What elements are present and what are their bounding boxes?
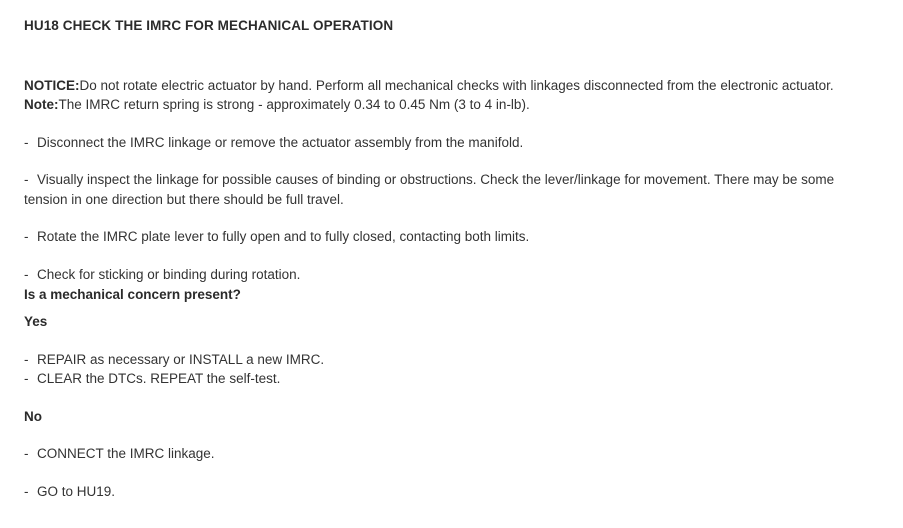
bullet-dash: - (24, 229, 29, 245)
list-item-text: Visually inspect the linkage for possible causes of binding or obstructions. Check the lever/linkage for movement. There may be some tension in one direction but there should be full travel. (24, 172, 835, 207)
list-item (24, 369, 879, 389)
bullet-dash: - (24, 483, 29, 499)
list-item (24, 350, 879, 370)
bullet-dash: - (24, 351, 29, 367)
note-line (24, 95, 879, 115)
list-item (24, 227, 879, 247)
list-item (24, 444, 879, 464)
list-item (24, 265, 879, 285)
notice-label: NOTICE: (24, 77, 80, 93)
bullet-dash: - (24, 172, 29, 188)
decision-question: Is a mechanical concern present? (24, 286, 241, 302)
list-item (24, 482, 879, 502)
title-spacer (24, 36, 879, 76)
answer-no-label: No (24, 408, 42, 424)
answer-yes-label: Yes (24, 314, 48, 330)
bullet-dash: - (24, 371, 29, 387)
bullet-dash: - (24, 446, 29, 462)
list-item-text: REPAIR as necessary or INSTALL a new IMRC. (37, 351, 325, 367)
list-item-text: Rotate the IMRC plate lever to fully open and to fully closed, contacting both limits. (37, 229, 530, 245)
list-item-text: GO to HU19. (37, 483, 116, 499)
list-item-text: Check for sticking or binding during rotation. (37, 266, 301, 282)
notice-block (24, 76, 879, 115)
note-text: The IMRC return spring is strong - approximately 0.34 to 0.45 Nm (3 to 4 in-lb). (58, 97, 530, 113)
bullet-dash: - (24, 134, 29, 150)
note-label: Note: (24, 97, 59, 113)
list-item-text: CLEAR the DTCs. REPEAT the self-test. (37, 371, 281, 387)
page-title: HU18 CHECK THE IMRC FOR MECHANICAL OPERATION (24, 18, 394, 33)
list-item-text: Disconnect the IMRC linkage or remove the actuator assembly from the manifold. (37, 134, 524, 150)
notice-text: Do not rotate electric actuator by hand. Perform all mechanical checks with linkages disconnected from the electronic actuator. (79, 77, 834, 93)
bullet-dash: - (24, 266, 29, 282)
list-item (24, 133, 879, 153)
list-item-text: CONNECT the IMRC linkage. (37, 446, 215, 462)
list-item (24, 170, 879, 209)
notice-line (24, 76, 879, 96)
